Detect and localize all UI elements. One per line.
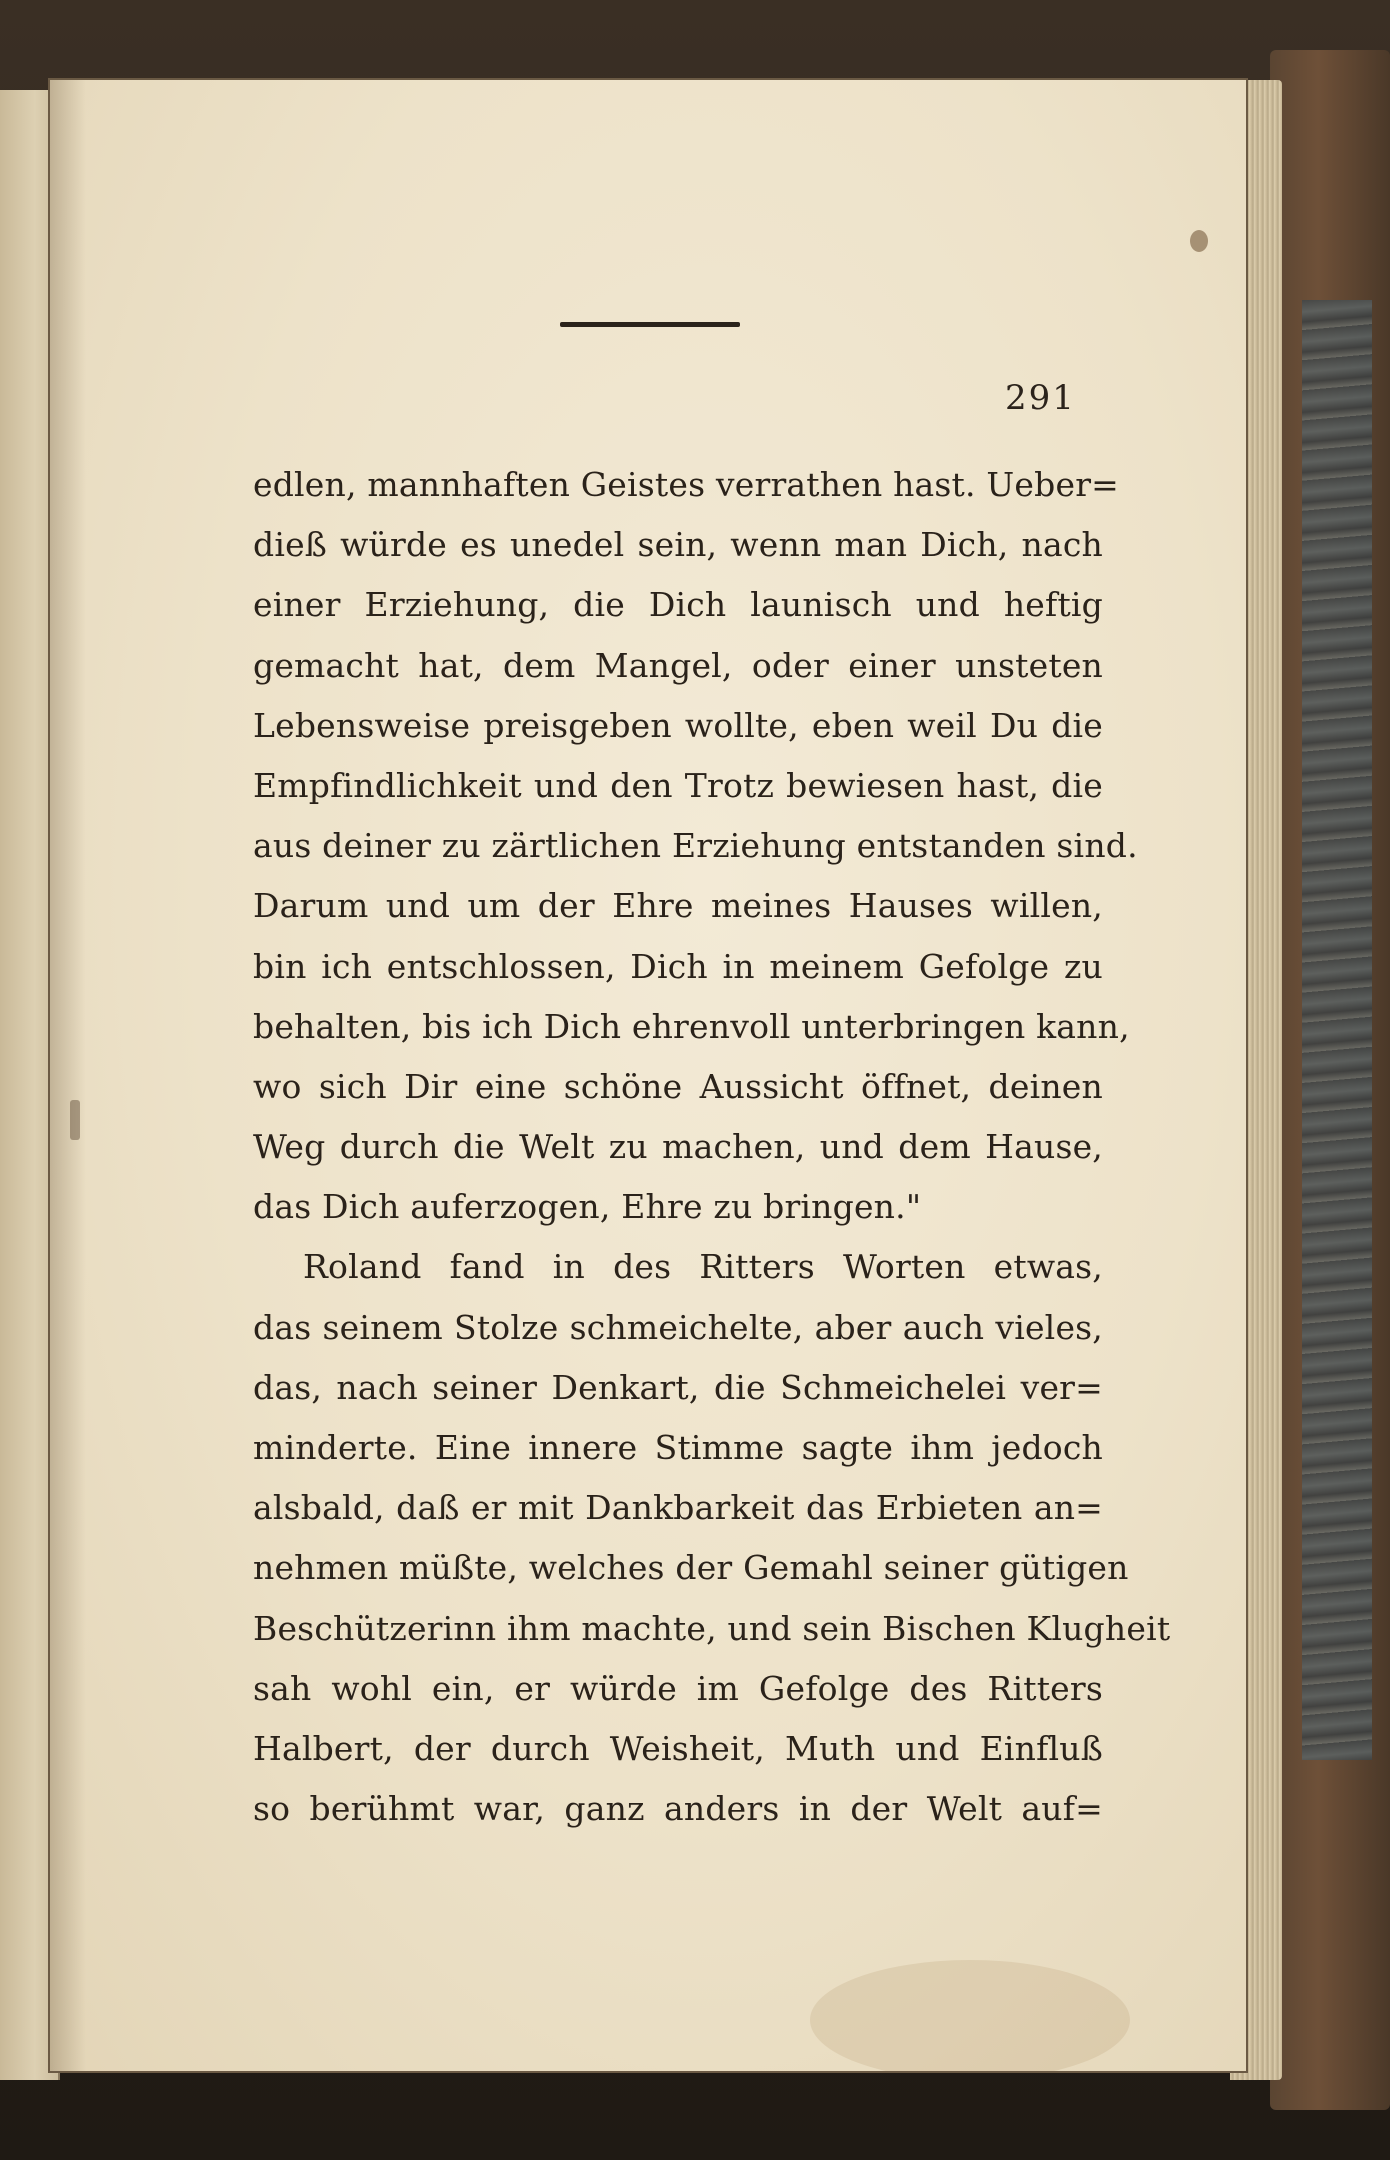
text-line: sah wohl ein, er würde im Gefolge des Ritters	[253, 1668, 1103, 1708]
text-line: einer Erziehung, die Dich launisch und heftig	[253, 585, 1103, 625]
text-line: wo sich Dir eine schöne Aussicht öffnet, deinen	[253, 1066, 1103, 1106]
text-line: edlen, mannhaften Geistes verrathen hast. Ueber=	[253, 465, 1120, 504]
book-page	[48, 78, 1248, 2073]
text-line: gemacht hat, dem Mangel, oder einer unsteten	[253, 645, 1103, 685]
page-number: 291	[1005, 378, 1076, 418]
text-line: das Dich auferzogen, Ehre zu bringen."	[253, 1187, 922, 1227]
text-line: Halbert, der durch Weisheit, Muth und Einfluß	[253, 1728, 1103, 1768]
paragraph-1	[253, 455, 1138, 1237]
text-line: so berühmt war, ganz anders in der Welt auf=	[253, 1789, 1103, 1829]
text-line: Lebensweise preisgeben wollte, eben weil Du die	[253, 705, 1103, 745]
text-line: nehmen müßte, welches der Gemahl seiner gütigen	[253, 1548, 1129, 1588]
text-line: minderte. Eine innere Stimme sagte ihm jedoch	[253, 1428, 1103, 1467]
margin-mark	[70, 1100, 80, 1140]
header-rule	[560, 322, 740, 327]
paragraph-2	[253, 1237, 1171, 1839]
text-line: dieß würde es unedel sein, wenn man Dich, nach	[253, 525, 1103, 565]
text-line: Empfindlichkeit und den Trotz bewiesen hast, die	[253, 765, 1103, 805]
gutter-shadow	[50, 80, 86, 2071]
text-line: aus deiner zu zärtlichen Erziehung entstanden sind.	[253, 826, 1138, 866]
text-line: das, nach seiner Denkart, die Schmeichelei ver=	[253, 1367, 1103, 1407]
text-line: das seinem Stolze schmeichelte, aber auch vieles,	[253, 1307, 1103, 1347]
text-line: Roland fand in des Ritters Worten etwas,	[303, 1247, 1103, 1287]
text-line: Beschützerinn ihm machte, und sein Bischen Klugheit	[253, 1608, 1171, 1648]
text-line: bin ich entschlossen, Dich in meinem Gefolge zu	[253, 946, 1103, 986]
ink-spot	[1190, 230, 1208, 252]
text-line: Darum und um der Ehre meines Hauses willen,	[253, 886, 1103, 926]
text-line: alsbald, daß er mit Dankbarkeit das Erbieten an=	[253, 1488, 1103, 1528]
body-text	[253, 455, 1171, 1839]
paper-stain	[810, 1960, 1130, 2073]
text-line: behalten, bis ich Dich ehrenvoll unterbringen kann,	[253, 1006, 1130, 1046]
marbled-cover	[1302, 300, 1372, 1760]
text-line: Weg durch die Welt zu machen, und dem Hause,	[253, 1127, 1103, 1167]
